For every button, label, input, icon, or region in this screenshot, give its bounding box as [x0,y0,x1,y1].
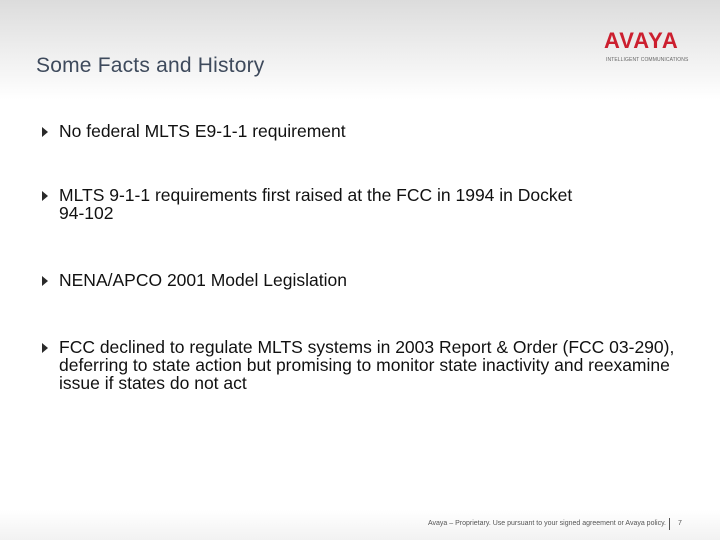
footer-disclaimer: Avaya – Proprietary. Use pursuant to your signed agreement or Avaya policy. [428,520,666,527]
avaya-logo [604,30,688,64]
logo-tagline: INTELLIGENT COMMUNICATIONS [606,57,689,63]
bullet-text: No federal MLTS E9-1-1 requirement [59,121,346,141]
triangle-bullet-icon [42,127,48,137]
triangle-bullet-icon [42,276,48,286]
page-number: 7 [678,520,682,527]
footer-divider [669,518,670,530]
bullet-text: FCC declined to regulate MLTS systems in 2003 Report & Order (FCC 03-290), deferring to state action but promising to monitor state inactivity and reexamine issue if states do not act [59,337,675,393]
bullet-text: NENA/APCO 2001 Model Legislation [59,270,347,290]
triangle-bullet-icon [42,191,48,201]
bullet-text: MLTS 9-1-1 requirements first raised at the FCC in 1994 in Docket 94-102 [59,185,573,223]
slide-title: Some Facts and History [36,54,265,77]
triangle-bullet-icon [42,343,48,353]
logo-wordmark: AVAYA [604,28,679,53]
